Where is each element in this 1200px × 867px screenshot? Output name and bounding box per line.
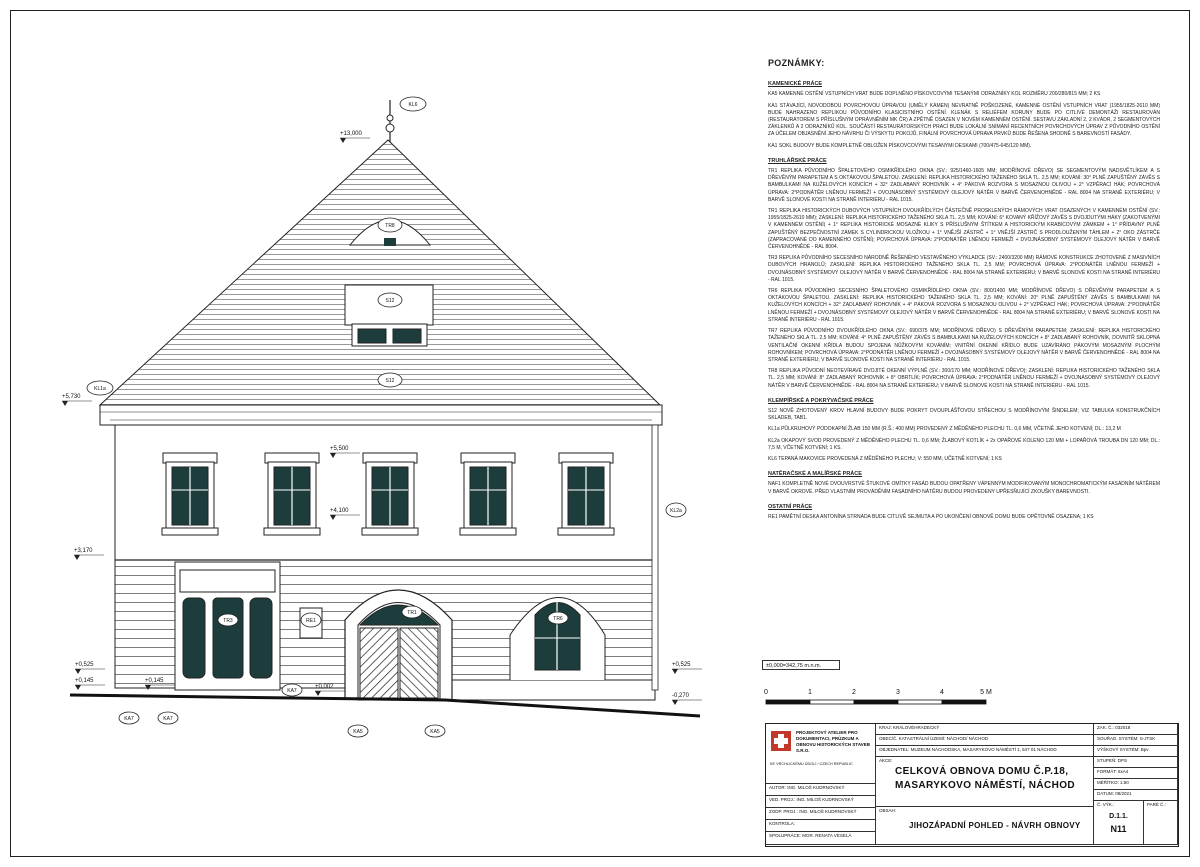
author-label: AUTOR: [769, 785, 786, 790]
drawing-title: JIHOZÁPADNÍ POHLED - NÁVRH OBNOVY [909, 821, 1081, 830]
notes-section-heading: KLEMPÍŘSKÉ A POKRÝVAČSKÉ PRÁCE [768, 397, 874, 404]
notes-paragraph: TR1 REPLIKA HISTORICKÝCH DUBOVÝCH VSTUPNÍCH DVOUKŘÍDLÝCH ČÁSTEČNĚ PROSKLENÝCH RÁMOVÝCH VRAT OSAZENÝCH V KAMENNÉM OSTĚNÍ (SV.: 1955/1825-2610 MM); ZASKLENÍ: REPLIKA HISTORICKÉHO TAŽENÉHO SKLA TL. 2,5 MM; KOVÁNÍ: 6° KOVANÝ KŘÍŽOVÝ ZÁVĚS S DVOJDUTÝMI HÁKY (ZAKOTVENÝMI V KAMENNÉM OSTĚNÍ) + 1° REPLIKA HISTORICKÉ MOSAZNÉ KLIKY S PŘÍSLUŠNÝM ŠTÍTKEM A HISTORICKÝM KRABICOVÝM ZÁMKEM + 1° PŘÍDAVNÝ PLNĚ ZAPUŠTĚNÝ BEZPEČNOSTNÍ ZÁMEK S CYLINDRICKOU VLOŽKOU + 1° VNĚJŠÍ ZÁSTRČ + 1° VNĚJŠÍ ZÁSTRČ S PRODLOUŽENÝM TÁHLEM + 2° OKO ZÁSTRČE (ZAPRACOVANÉ DO KAMENNÉHO OSTĚNÍ); POVRCHOVÁ ÚPRAVA: 2°PODNÁTĚR LNĚNOU FERMEŽÍ + DVOJNÁSOBNÝ SYSTÉMOVÝ OLEJOVÝ NÁTĚR V BARVĚ ČERVENOHNĚDÉ - RAL 8004. [768, 208, 1160, 251]
height-reference: ±0,000=342,75 m.n.m. [762, 660, 840, 670]
scale-segment [898, 700, 942, 704]
firm-logo-icon [770, 730, 792, 752]
tag-label: KA5 [353, 729, 363, 735]
element-tag [301, 613, 321, 627]
eave-cornice [100, 405, 662, 425]
level-label: +4,100 [330, 508, 349, 514]
scale-bar [760, 686, 1000, 716]
scale-segment [942, 700, 986, 704]
notes-paragraph: RE1 PAMĚTNÍ DESKA ANTONÍNA STRNADA BUDE CITLIVĚ SEJMUTA A PO UKONČENÍ OBNOVĚ DOMU BUDE OPĚTOVNĚ OSAZENA; 1 KS [768, 513, 1094, 520]
level-label: +0,145 [75, 678, 94, 684]
tag-label: TR3 [223, 618, 233, 624]
height-system-label: VÝŠKOVÝ SYSTÉM: [1097, 747, 1140, 752]
notes-paragraph: TR7 REPLIKA PŮVODNÍHO DVOUKŘÍDLÉHO OKNA (SV.: 690/375 MM; MODŘÍNOVÉ DŘEVO) S DŘEVĚNÝM PARAPETEM; ZASKLENÍ: REPLIKA HISTORICKÉHO TAŽENÉHO SKLA TL. 2,5 MM; KOVÁNÍ: 4° PLNĚ ZAPUŠTĚNÝ ZÁVĚS S BAMBULKAMI NA KUŽELOVÝCH KONCÍCH + 8° ZADLABANÝ ROHOVNÍK, DOVNITŘ SKLOPNÁ VENTILAČNÍ OKENNÍ KŘÍDLA BUDOU SPOJENA NŮŽKOVÝM KOVÁNÍM; VNITŘNÍ OKENNÍ KŘÍDLO BUDE UZAVÍRÁNO PÁKOVÝM MOSAZNÝM PLOCHÝM ROHOVNÍKEM; POVRCHOVÁ ÚPRAVA: 2°PODNÁTĚR LNĚNOU FERMEŽÍ + DVOJNÁSOBNÝ SYSTÉMOVÝ OLEJOVÝ NÁTĚR V BARVĚ ČERVENOHNĚDÉ - RAL 8004 NA STRANĚ EXTERIÉRU; V BARVĚ SLONOVÉ KOSTI NA STRANĚ INTERIÉRU - RAL 1015. [768, 328, 1160, 363]
stage: DPS [1117, 758, 1128, 763]
upper-window [162, 453, 218, 535]
date: 08/2021 [1115, 791, 1132, 796]
element-tag [378, 218, 402, 232]
notes-section [768, 471, 1160, 496]
firm-address: KE VRCHLICKÉMU ÚDOLÍ / CZECH REPUBLIC [770, 762, 853, 766]
action-label: AKCE: [879, 758, 893, 763]
downpipe [652, 425, 658, 690]
tag-label: TR1 [407, 610, 417, 616]
project-title: CELKOVÁ OBNOVA DOMU Č.P.18, MASARYKOVO NÁMĚSTÍ, NÁCHOD [895, 766, 1076, 791]
owner: MUZEUM NÁCHODSKA, MASARYKOVO NÁMĚSTÍ 1, 547 01 NÁCHOD [910, 747, 1057, 752]
tag-label: KA7 [287, 688, 297, 694]
tag-label: KA7 [163, 716, 173, 722]
level-label: +0,145 [145, 678, 164, 684]
tag-label: KA5 [430, 729, 440, 735]
level-marker [672, 662, 702, 674]
notes-section-heading: NATĚRAČSKÉ A MALÍŘSKÉ PRÁCE [768, 471, 862, 478]
notes-paragraph: KA1 SOKL BUDOVY BUDE KOMPLETNĚ OBLOŽEN PÍSKOVCOVÝMI TESANÝMI DESKAMI (700/475-645/120 MM). [768, 142, 1032, 149]
drawn-label: ZODP. PROJ.: [769, 809, 798, 814]
notes-paragraph: KA1 STÁVAJÍCÍ, NOVODOBOU POVRCHOVOU ÚPRAVOU (UMĚLÝ KÁMEN) NEVRATNĚ POŠKOZENÉ, KAMENNÉ OSTĚNÍ VSTUPNÍCH VRAT (1955/1825-2610 MM) BUDE NAHRAZENO REPLIKOU PŮVODNÍHO KLASICISTNÍHO OSTĚNÍ. KLENÁK S RELIÉFEM KORUNY BUDE PO CITLIVÉ DEMONTÁŽI RESTAUROVÁN (RESTAURÁTOREM S PŘÍSLUŠNÝM OPRÁVNĚNÍM MK ČR) A ZPĚTNĚ OSAZEN V NOVÉM KAMENNÉM OSTĚNÍ. SESTAVU ZÁKLADNÍ 2, 2 KVÁDR, 2 SEGMENTOVÝCH ZÁKLENKŮ A 2 ODRAZNÍKŮ KOL. SOUČÁSTÍ RESTAURÁTORSKÝCH PRACÍ BUDE LOKÁLNÍ SNÍMÁNÍ RECENTNÍCH POVRCHOVÝCH ÚPRAV Z PŮVODNÍHO OSTĚNÍ ZA ÚČELEM OBJASNĚNÍ JEHO NÁVRHU ČI VÝSKYTU POKOJŮ. FINÁLNÍ POVRCHOVÁ ÚPRAVA PRVKŮ BUDE ŘEŠENA SHODNĚ S BAREVNOSTÍ FASÁDY. [768, 102, 1160, 138]
element-tag [666, 503, 686, 517]
level-label: +5,730 [62, 394, 81, 400]
upper-window [460, 453, 516, 535]
sheet-code: D.1.1. [1109, 813, 1128, 820]
scale-segment [766, 700, 810, 704]
element-tag [402, 606, 422, 618]
collab: MGR. RENATA VESELÁ [802, 833, 852, 838]
notes-section-heading: KAMENICKÉ PRÁCE [768, 81, 823, 88]
level-marker [74, 548, 104, 560]
level-marker [75, 662, 105, 674]
collab-label: SPOLUPRÁCE: [769, 833, 802, 838]
notes-paragraph: TR6 REPLIKA PŮVODNÍHO SECESNÍHO ŠPALETOVÉHO OSMIKŘÍDLÉHO OKNA (SV.: 800/1400 MM; MODŘÍNOVÉ DŘEVO) S DŘEVĚNÝM PARAPETEM A S OKTÁKOVOU ŠPALETOU. ZASKLENÍ: REPLIKA HISTORICKÉHO TAŽENÉHO SKLA TL. 2,5 MM; KOVÁNÍ: 20° PLNĚ ZAPUŠTĚNÝ ZÁVĚS S BAMBULKAMI NA KUŽELOVÝCH KONCÍCH + 32° ZADLABANÝ ROHOVNÍK + 4° PÁKOVÁ ROZVORA S MOSAZNOU OLIVOU + 2° VZPĚRACÍ HÁK; POVRCHOVÁ ÚPRAVA: 2°PODNÁTĚR LNĚNOU FERMEŽÍ + DVOJNÁSOBNÝ SYSTÉMOVÝ OLEJOVÝ NÁTĚR V BARVĚ ČERVENOHNĚDÉ - RAL 8004 NA STRANĚ EXTERIÉRU; V BARVĚ SLONOVÉ KOSTI NA STRANĚ INTERIÉRU - RAL 1015. [768, 288, 1160, 323]
job: 032018 [1115, 725, 1131, 730]
level-label: +3,170 [74, 548, 93, 554]
coords-label: SOUŘAD. SYSTÉM: [1097, 736, 1139, 741]
job-label: ZAK. Č.: [1097, 725, 1115, 730]
upper-window [558, 453, 614, 535]
check-label: KONTROLA: [769, 821, 796, 826]
scale-segment [854, 700, 898, 704]
roof [100, 140, 660, 405]
format: 6xA4 [1118, 769, 1129, 774]
finial-ornament [386, 100, 394, 142]
notes-panel [750, 60, 1160, 529]
attic-window-2 [393, 329, 421, 343]
scale-label: MĚŘÍTKO: [1097, 780, 1119, 785]
level-marker [75, 678, 105, 690]
height-system: Bpv [1140, 747, 1149, 752]
tag-label: TR8 [385, 223, 395, 229]
element-tag [158, 712, 178, 724]
scale-tick-label: 1 [808, 689, 812, 696]
level-label: +13,000 [340, 131, 362, 137]
scale-tick-label: 2 [852, 689, 856, 696]
copy-label: PARÉ Č.: [1147, 802, 1166, 807]
cadastre-label: OBEC/Č. KATASTRÁLNÍ ÚZEMÍ: [879, 736, 946, 741]
scale-tick-label: 5 M [980, 689, 992, 696]
notes-paragraph: KA5 KAMENNÉ OSTĚNÍ VSTUPNÍCH VRAT BUDE DOPLNĚNO PÍSKOVCOVÝMI TESANÝMI ODRAZNÍKY KOL ROZMĚRU 200/280/815 MM; 2 KS [768, 91, 1101, 98]
notes-paragraph: NAF1 KOMPLETNĚ NOVÉ DVOUVRSTVÉ ŠTUKOVÉ OMÍTKY FASÁD BUDOU OPATŘENY VÁPENNÝM MODIFIKOVANÝM MONOCHROMATICKÝM FASÁDNÍM NÁTĚREM V BARVĚ OKROVÉ. PŘED VLASTNÍM PROVÁDĚNÍM FASÁDNÍHO NÁTĚRU BUDOU PROVEDENY UPŘESŇUJÍCÍ ZKOUŠKY BAREVNOSTI. [768, 481, 1160, 495]
scale-tick-label: 0 [764, 689, 768, 696]
notes-body [750, 81, 1160, 521]
tag-label: S12 [385, 378, 395, 384]
element-tag [548, 612, 568, 624]
notes-paragraph: KL1a PŮLKRUHOVÝ PODOKAPNÍ ŽLAB 150 MM (R.Š.: 400 MM) PROVEDENÝ Z MĚDĚNÉHO PLECHU TL. 0,6 MM, VČETNĚ JEHO KOTVENÍ; DL.: 13,2 M [768, 426, 1121, 433]
title-block [765, 723, 1179, 847]
notes-section [768, 81, 1160, 150]
notes-section [768, 504, 1160, 521]
tag-label: RE1 [306, 618, 316, 624]
element-tag [378, 373, 402, 387]
tag-label: KL6 [408, 102, 418, 108]
scale-segment [810, 700, 854, 704]
element-tag [282, 684, 302, 696]
notes-paragraph: TR1 REPLIKA PŮVODNÍHO ŠPALETOVÉHO OSMIKŘÍDLÉHO OKNA (SV.: 925/1460-1605 MM; MODŘÍNOVÉ DŘEVO) SE SEGMENTOVÝM NADSVĚTLÍKEM A S DŘEVĚNÝM PARAPETEM A S OKTÁKOVOU ŠPALETOU. ZASKLENÍ: REPLIKA HISTORICKÉHO TAŽENÉHO SKLA TL. 2,5 MM; KOVÁNÍ: 30° PLNĚ ZAPUŠTĚNÝ ZÁVĚS S BAMBULKAMI NA KUŽELOVÝCH KONCÍCH + 32° ZADLABANÝ ROHOVNÍK + 4° PÁKOVÁ ROZVORA S MOSAZNOU OLIVOU + 2° VZPĚRACÍ HÁK; POVRCHOVÁ ÚPRAVA: 2°PODNÁTĚR LNĚNOU FERMEŽÍ + DVOJNÁSOBNÝ SYSTÉMOVÝ OLEJOVÝ NÁTĚR V BARVĚ ČERVENOHNĚDÉ - RAL 8004 NA STRANĚ EXTERIÉRU; V BARVĚ SLONOVÉ KOSTI NA STRANĚ INTERIÉRU - RAL 1015. [768, 168, 1160, 203]
notes-section-heading: TRUHLÁŘSKÉ PRÁCE [768, 157, 827, 164]
level-label: -0,270 [672, 693, 690, 699]
author: ING. MILOŠ KUDRNOVSKÝ [787, 785, 845, 790]
format-label: FORMÁT: [1097, 769, 1117, 774]
sheet-number: N11 [1110, 824, 1127, 834]
upper-window [362, 453, 418, 535]
tag-label: KL2a [670, 508, 682, 514]
notes-paragraph: TR3 REPLIKA PŮVODNÍHO SECESNÍHO NÁRODNĚ ŘEŠENÉHO VESTAVĚNÉHO VÝKLADCE (SV.: 2400/3200 MM) RÁMOVÉ KONSTRUKCE ZHOTOVENÉ Z MASIVNÍCH DUBOVÝCH HRANOLŮ; ZASKLENÍ: REPLIKA HISTORICKÉHO TAŽENÉHO SKLA TL. 2,5 MM; POVRCHOVÁ ÚPRAVA: 2°PODNÁTĚR LNĚNOU FERMEŽÍ + DVOJNÁSOBNÝ SYSTÉMOVÝ OLEJOVÝ NÁTĚR V BARVĚ ČERVENOHNĚDÉ - RAL 8004 NA STRANĚ EXTERIÉRU; V BARVĚ SLONOVÉ KOSTI NA STRANĚ INTERIÉRU - RAL 1015. [768, 255, 1160, 283]
owner-label: OBJEDNATEL: [879, 747, 910, 752]
scale-tick-label: 4 [940, 689, 944, 696]
notes-paragraph: TR8 REPLIKA PŮVODNÍ NEOTEVÍRAVÉ DVOJITÉ OKENNÍ VÝPLNĚ (SV.: 300/170 MM; MODŘÍNOVÉ DŘEVO); ZASKLENÍ: REPLIKA HISTORICKÉHO TAŽENÉHO SKLA TL. 2,5 MM; KOVÁNÍ: 8° ZADLABANÝ ROHOVNÍK + 8° OBRTLÍK; POVRCHOVÁ ÚPRAVA: 2°PODNÁTĚR LNĚNOU FERMEŽÍ + DVOJNÁSOBNÝ SYSTÉMOVÝ OLEJOVÝ NÁTĚR V BARVĚ ČERVENOHNĚDÉ - RAL 8004 NA STRANĚ EXTERIÉRU; V BARVĚ SLONOVÉ KOSTI NA STRANĚ INTERIÉRU - RAL 1015. [768, 368, 1160, 389]
element-tag [378, 293, 402, 307]
coords: S-JTSK [1139, 736, 1156, 741]
scale-tick-label: 3 [896, 689, 900, 696]
level-marker [62, 394, 92, 406]
level-label: +5,500 [330, 446, 349, 452]
level-label: +0,525 [672, 662, 691, 668]
date-label: DATUM: [1097, 791, 1114, 796]
drawn: ING. MILOŠ KUDRNOVSKÝ [799, 809, 857, 814]
level-label: +0,002 [315, 684, 334, 690]
level-marker [340, 131, 370, 143]
upper-window [264, 453, 320, 535]
scale: 1:50 [1120, 780, 1129, 785]
tag-label: KA7 [124, 716, 134, 722]
tag-label: S12 [385, 298, 395, 304]
element-tag [400, 97, 426, 111]
level-marker [672, 693, 702, 705]
notes-section [768, 158, 1160, 390]
notes-section [768, 398, 1160, 463]
notes-section-heading: OSTATNÍ PRÁCE [768, 503, 813, 510]
element-tag [87, 381, 113, 395]
level-label: +0,525 [75, 662, 94, 668]
notes-paragraph: KL6 TEPANÁ MAKOVICE PROVEDENÁ Z MĚDĚNÉHO PLECHU; V: 550 MM, UČETNĚ KOTVENÍ; 1 KS [768, 455, 1002, 462]
notes-title: POZNÁMKY: [768, 58, 825, 68]
region: KRÁLOVÉHRADECKÝ [893, 725, 940, 730]
content-label: OBSAH: [879, 808, 897, 813]
firm-name: PROJEKTOVÝ ATELIER PRO DOKUMENTACI, PRŮZKUM A OBNOVU HISTORICKÝCH STAVEB S.R.O. [796, 730, 871, 753]
region-label: KRAJ: [879, 725, 892, 730]
element-tag [425, 725, 445, 737]
element-tag [218, 614, 238, 626]
sheet-label: Č. VÝK.: [1097, 802, 1115, 807]
arched-gate [345, 590, 452, 700]
dormer-vent [384, 238, 396, 246]
element-tag [348, 725, 368, 737]
stage-label: STUPEŇ: [1097, 758, 1117, 763]
tag-label: TR6 [553, 616, 563, 622]
stone-plinth [445, 680, 655, 700]
lead: ING. MILOŠ KUDRNOVSKÝ [796, 797, 854, 802]
notes-paragraph: KL2a OKAPOVÝ SVOD PROVEDENÝ Z MĚDĚNÉHO PLECHU TL. 0,6 MM; ŽLABOVÝ KOTLÍK + 2x OPAŘOVÉ KOLENO 120 MM + LOPAŘOVÁ TROUBA DN 120 MM; DL.: 7,5 M, VČETNĚ KOTVENÍ; 1 KS. [768, 437, 1160, 451]
cadastre: NÁCHOD/ NÁCHOD [946, 736, 989, 741]
element-tag [119, 712, 139, 724]
tag-label: KL1a [94, 386, 106, 392]
attic-window-1 [358, 329, 386, 343]
lead-label: VED. PROJ.: [769, 797, 796, 802]
notes-paragraph: S12 NOVĚ ZHOTOVENÝ KROV HLAVNÍ BUDOVY BUDE POKRYT DVOUPLÁŠŤOVOU STŘECHOU S MODŘÍNOVÝM ŠINDELEM; VIZ TABULKA KONSTRUKČNÍCH SKLADEB, TAB1. [768, 407, 1160, 422]
firm-logo-block [766, 724, 876, 784]
